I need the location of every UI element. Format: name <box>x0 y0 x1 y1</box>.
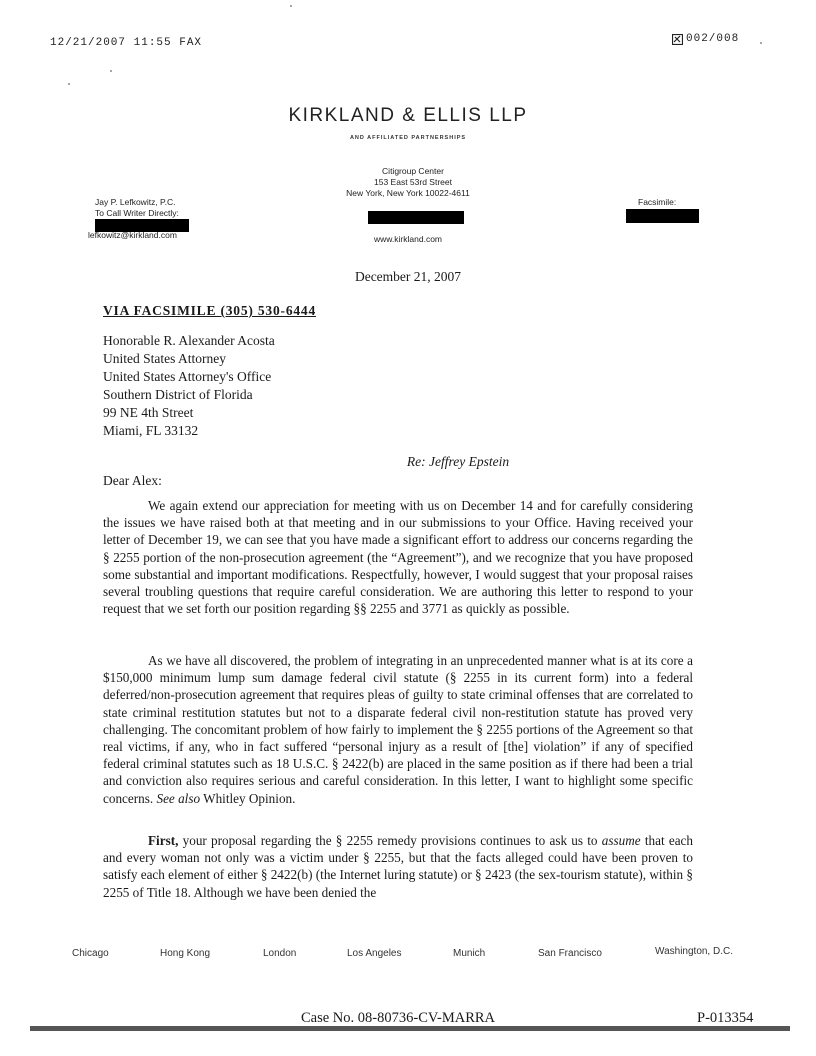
subject-line <box>0 454 816 470</box>
fax-page-number: 002/008 <box>686 33 740 45</box>
via-facsimile: VIA FACSIMILE (305) 530-6444 <box>103 303 317 318</box>
body-paragraph-1: We again extend our appreciation for meeting with us on December 14 and for carefully considering the issues we have raised both at that meeting and in our submissions to your Office. Having received your letter of December 19, we can see that you have made a significant effort to address our concerns regarding the § 2255 portion of the non-prosecution agreement (the “Agreement”), and we recognize that you have proposed some substantial and important modifications. Respectfully, however, I would suggest that your proposal raises several troubling questions that require careful consideration. We are authoring this letter to respond to your request that we set forth our position regarding §§ 2255 and 3771 as quickly as possible. <box>103 498 693 617</box>
scan-speck <box>760 42 762 44</box>
writer-email: lefkowitz@kirkland.com <box>88 230 177 240</box>
emphasis: assume <box>601 833 641 848</box>
redaction-bar <box>626 209 699 223</box>
office-location: London <box>263 948 297 959</box>
firm-website: www.kirkland.com <box>373 234 443 244</box>
office-location: Hong Kong <box>160 948 211 959</box>
subject-text: Jeffrey Epstein <box>429 454 510 469</box>
office-location: Chicago <box>72 948 109 959</box>
address-line: Citigroup Center <box>382 166 444 176</box>
paragraph-text: your proposal regarding the § 2255 remedy provisions continues to ask us to <box>182 833 598 848</box>
paragraph-text: that each and every woman not only was a victim under § 2255, but that the facts alleged could have been proven to satisfy each element of either § 2422(b) (the Internet luring statute) or § 2423 (the sex-tourism statute), within § 2255 of Title 18. Although we have been denied the <box>103 833 693 900</box>
scan-speck <box>290 5 292 7</box>
citation-signal: See also <box>156 790 201 806</box>
salutation: Dear Alex: <box>103 473 162 488</box>
fax-timestamp: 12/21/2007 11:55 FAX <box>50 37 203 49</box>
firm-affiliation: AND AFFILIATED PARTNERSHIPS <box>349 135 467 141</box>
bates-number: P-013354 <box>697 1010 754 1026</box>
firm-address <box>0 166 816 199</box>
address-line: New York, New York 10022-4611 <box>346 188 470 198</box>
letter-date: December 21, 2007 <box>354 269 462 284</box>
recipient-line: United States Attorney <box>103 351 226 366</box>
facsimile-label: Facsimile: <box>638 197 677 207</box>
case-number: Case No. 08-80736-CV-MARRA <box>301 1010 496 1026</box>
recipient-line: Southern District of Florida <box>103 387 253 402</box>
recipient-line: United States Attorney's Office <box>103 369 272 384</box>
recipient-line: 99 NE 4th Street <box>103 405 194 420</box>
fax-machine-icon <box>672 34 683 45</box>
recipient-line: Honorable R. Alexander Acosta <box>103 333 275 348</box>
paragraph-text: As we have all discovered, the problem of integrating in an unprecedented manner what is at its core a $150,000 minimum lump sum damage federal civil statute (§ 2255 in its current form) into a federal deferred/non-prosecution agreement that requires pleas of guilty to state criminal offenses that are correlated to state criminal restitution statutes but not to a disparate federal civil non-restitution statute has proved very challenging. The concomitant problem of how fairly to implement the § 2255 portions of the Agreement so that real victims, if any, who in fact suffered “personal injury as a result of [the] violation” if any of specified federal criminal statutes such as 18 U.S.C. § 2422(b) are placed in the same position as if there had been a trial and conviction also requires serious and careful consideration. In this letter, I want to highlight some specific concerns. <box>103 653 693 806</box>
fax-page-counter <box>672 33 739 45</box>
address-line: 153 East 53rd Street <box>374 177 452 187</box>
subject-prefix: Re: <box>406 454 426 469</box>
body-paragraph-3 <box>103 832 693 901</box>
office-location: Washington, D.C. <box>655 946 733 957</box>
scan-speck <box>110 70 112 72</box>
recipient-line: Miami, FL 33132 <box>103 423 199 438</box>
recipient-address <box>103 332 275 440</box>
office-location: Munich <box>453 948 486 959</box>
writer-name: Jay P. Lefkowitz, P.C. <box>95 197 176 207</box>
footer-rule <box>30 1026 790 1031</box>
redaction-bar <box>368 211 464 224</box>
body-paragraph-2 <box>103 652 693 807</box>
office-location: San Francisco <box>538 948 602 959</box>
firm-name: KIRKLAND & ELLIS LLP <box>288 105 528 126</box>
paragraph-text: Whitley Opinion. <box>203 790 296 806</box>
paragraph-lead: First, <box>148 833 179 848</box>
writer-direct-label: To Call Writer Directly: <box>95 208 179 218</box>
scan-speck <box>68 83 70 85</box>
office-location: Los Angeles <box>347 948 402 959</box>
